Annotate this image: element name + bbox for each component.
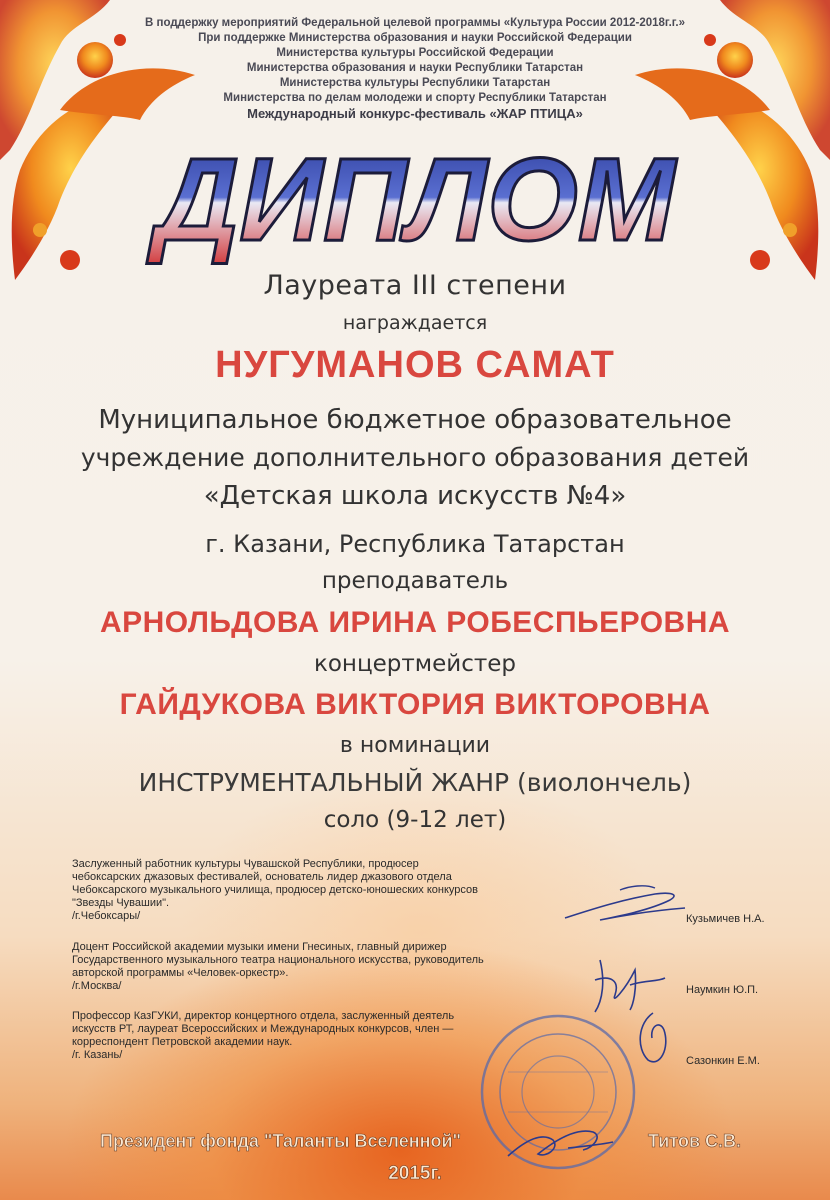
accompanist-label: концертмейстер [313, 651, 517, 677]
jury-1-line-5: /г.Чебоксары/ [72, 910, 141, 922]
sponsor-line-1: В поддержку мероприятий Федеральной целевой программы «Культура России 2012-2018г.г.» [145, 17, 685, 29]
awarded-label: награждается [342, 312, 488, 334]
president-label: Президент фонда "Таланты Вселенной" [100, 1131, 462, 1151]
diploma-year: 2015г. [388, 1163, 442, 1184]
institution-line-2: учреждение дополнительного образования детей [80, 443, 750, 472]
president-name: Титов С.В. [648, 1131, 742, 1151]
teacher-label: преподаватель [321, 568, 509, 594]
nomination-label: в номинации [339, 733, 491, 758]
jury-1-line-2: чебоксарских джазовых фестивалей, основатель лидер джазового отдела [72, 871, 452, 883]
jury-2-line-4: /г.Москва/ [72, 980, 122, 992]
accompanist-name: ГАЙДУКОВА ВИКТОРИЯ ВИКТОРОВНА [119, 688, 711, 721]
institution-line-4: г. Казани, Республика Татарстан [205, 530, 625, 558]
jury-3-line-3: корреспондент Петровской академии наук. [72, 1036, 293, 1048]
age-category: соло (9-12 лет) [323, 807, 507, 833]
institution-line-1: Муниципальное бюджетное образовательное [98, 405, 732, 435]
sponsor-line-3: Министерства культуры Российской Федерации [276, 47, 554, 59]
jury-member-1-name: Кузьмичев Н.А. [686, 913, 765, 925]
jury-1-line-1: Заслуженный работник культуры Чувашской Республики, продюсер [72, 858, 419, 870]
festival-name: Международный конкурс-фестиваль «ЖАР ПТИЦА» [247, 106, 583, 121]
jury-3-line-1: Профессор КазГУКИ, директор концертного отдела, заслуженный деятель [72, 1010, 455, 1022]
diploma-title [140, 118, 690, 268]
laureate-name: НУГУМАНОВ САМАТ [215, 344, 615, 386]
diploma-title-text: ДИПЛОМ [146, 134, 678, 266]
jury-3-line-4: /г. Казань/ [72, 1049, 123, 1061]
president-signature [498, 1118, 618, 1168]
jury-member-1-description [72, 858, 592, 923]
jury-member-2-name: Наумкин Ю.П. [686, 984, 759, 996]
jury-2-line-2: Государственного музыкального театра национального искусства, руководитель [72, 954, 484, 966]
institution-line-3: «Детская школа искусств №4» [203, 481, 627, 511]
jury-member-2-description [72, 941, 592, 993]
sponsor-line-5: Министерства культуры Республики Татарстан [279, 77, 551, 89]
jury-1-line-4: "Звезды Чувашии". [72, 897, 170, 909]
jury-member-1-signature [560, 880, 690, 930]
jury-member-3-name: Сазонкин Е.М. [686, 1055, 760, 1067]
sponsor-line-6: Министерства по делам молодежи и спорту Республики Татарстан [223, 92, 607, 104]
award-degree: Лауреата III степени [263, 270, 567, 301]
teacher-name: АРНОЛЬДОВА ИРИНА РОБЕСПЬЕРОВНА [99, 606, 731, 639]
sponsor-line-2: При поддержке Министерства образования и науки Российской Федерации [198, 32, 632, 44]
jury-1-line-3: Чебоксарского музыкального училища, продюсер детско-юношеских конкурсов [72, 884, 478, 896]
sponsor-line-4: Министерства образования и науки Республики Татарстан [246, 62, 584, 74]
jury-2-line-1: Доцент Российской академии музыки имени Гнесиных, главный дирижер [72, 941, 447, 953]
jury-3-line-2: искусств РТ, лауреат Всероссийских и Международных конкурсов, член — [72, 1023, 454, 1035]
nomination-title: ИНСТРУМЕНТАЛЬНЫЙ ЖАНР (виолончель) [138, 768, 692, 797]
jury-2-line-3: авторской программы «Человек-оркестр». [72, 967, 289, 979]
